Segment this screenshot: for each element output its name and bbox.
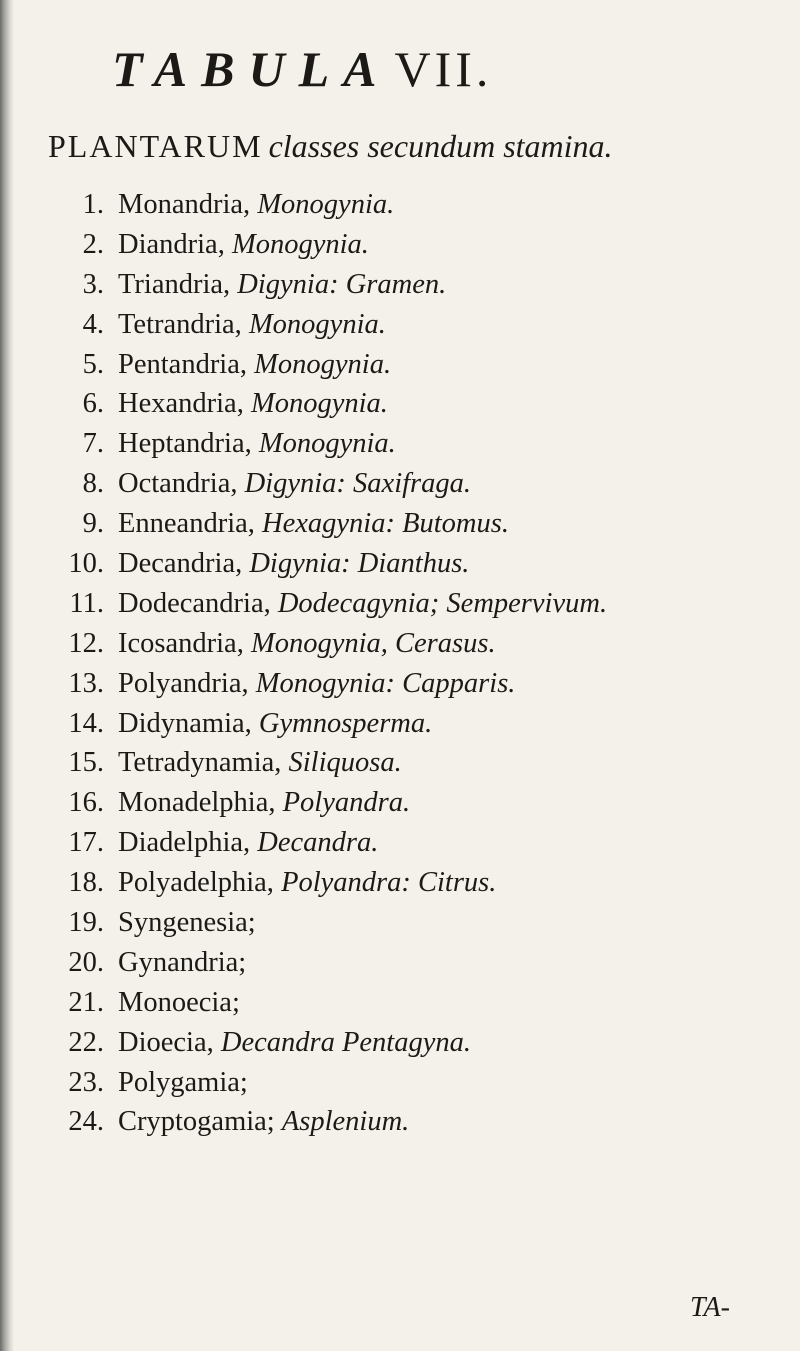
list-item (52, 664, 607, 704)
item-number: 10. (68, 548, 104, 580)
item-number: 11. (69, 587, 104, 619)
list-item (52, 983, 607, 1023)
list-item (52, 743, 607, 783)
list-item (52, 185, 607, 225)
list-item (52, 584, 607, 624)
example-genus: Saxifraga. (353, 468, 471, 500)
class-name: Dioecia, (118, 1026, 214, 1058)
item-number: 22. (68, 1026, 104, 1058)
class-name: Syngenesia; (118, 907, 256, 939)
class-name: Heptandria, (118, 428, 252, 460)
item-number: 2. (82, 228, 104, 260)
class-name: Gynandria; (118, 946, 247, 978)
order-name: Digynia: (237, 268, 339, 300)
list-item (52, 863, 607, 903)
example-genus: Butomus. (402, 508, 509, 540)
list-item (52, 1063, 607, 1103)
example-genus: Capparis. (402, 667, 516, 699)
class-name: Polygamia; (118, 1066, 248, 1098)
class-name: Enneandria, (118, 508, 255, 540)
example-genus: Cerasus. (395, 627, 496, 659)
order-name: Monogynia, (250, 627, 388, 659)
item-number: 3. (82, 268, 104, 300)
list-item (52, 1023, 607, 1063)
subtitle-italic: classes secundum stamina. (268, 128, 613, 164)
class-name: Decandria, (118, 548, 243, 580)
item-number: 23. (68, 1066, 104, 1098)
list-item (52, 384, 607, 424)
item-number: 6. (82, 388, 104, 420)
class-name: Cryptogamia; (118, 1106, 275, 1138)
list-item (52, 823, 607, 863)
title-word: TABULA (112, 41, 391, 97)
item-number: 24. (68, 1106, 104, 1138)
example-genus: Citrus. (418, 867, 497, 899)
order-name: Gymnosperma. (258, 707, 433, 739)
class-name: Diandria, (118, 228, 225, 260)
item-number: 18. (68, 867, 104, 899)
item-number: 12. (68, 627, 104, 659)
catchword: TA- (690, 1292, 730, 1323)
item-number: 5. (82, 348, 104, 380)
class-name: Tetrandria, (118, 308, 242, 340)
list-item (52, 225, 607, 265)
order-name: Dodecagynia; (277, 587, 440, 619)
order-name: Asplenium. (281, 1106, 410, 1138)
list-item (52, 265, 607, 305)
order-name: Hexagynia: (262, 508, 395, 540)
class-name: Triandria, (118, 268, 231, 300)
item-number: 8. (82, 468, 104, 500)
class-name: Polyandria, (118, 667, 249, 699)
class-name: Pentandria, (118, 348, 248, 380)
class-name: Hexandria, (118, 388, 244, 420)
item-number: 16. (68, 787, 104, 819)
order-name: Digynia: (244, 468, 346, 500)
item-number: 14. (68, 707, 104, 739)
example-genus: Dianthus. (357, 548, 470, 580)
list-item (52, 1102, 607, 1142)
order-name: Monogynia. (231, 228, 369, 260)
example-genus: Gramen. (345, 268, 447, 300)
class-name: Monoecia; (118, 986, 240, 1018)
list-item (52, 424, 607, 464)
order-name: Monogynia: (255, 667, 396, 699)
class-name: Monandria, (118, 189, 251, 220)
subtitle (48, 128, 613, 165)
list-item (52, 903, 607, 943)
item-number: 9. (82, 508, 104, 540)
subtitle-caps: PLANTARUM (48, 128, 263, 164)
list-item (52, 345, 607, 385)
class-name: Icosandria, (118, 627, 244, 659)
list-item (52, 783, 607, 823)
order-name: Monogynia. (257, 189, 395, 220)
item-number: 21. (68, 986, 104, 1018)
class-name: Diadelphia, (118, 827, 251, 859)
order-name: Monogynia. (258, 428, 396, 460)
class-name: Dodecandria, (118, 587, 271, 619)
page-binding-edge (0, 0, 14, 1351)
class-name: Didynamia, (118, 707, 252, 739)
list-item (52, 943, 607, 983)
list-item (52, 504, 607, 544)
order-name: Decandra (220, 1026, 335, 1058)
title-number: VII. (394, 41, 493, 97)
item-number: 19. (68, 907, 104, 939)
class-name: Monadelphia, (118, 787, 276, 819)
item-number: 13. (68, 667, 104, 699)
class-name: Tetradynamia, (118, 747, 282, 779)
list-item (52, 305, 607, 345)
class-name: Octandria, (118, 468, 238, 500)
order-name: Monogynia. (248, 308, 386, 340)
page-title (112, 40, 492, 98)
item-number: 20. (68, 946, 104, 978)
order-name: Siliquosa. (288, 747, 402, 779)
order-name: Polyandra: (281, 867, 411, 899)
item-number: 4. (82, 308, 104, 340)
order-name: Monogynia. (250, 388, 388, 420)
list-item (52, 544, 607, 584)
list-item (52, 464, 607, 504)
order-name: Decandra. (257, 827, 379, 859)
item-number: 1. (82, 189, 104, 220)
item-number: 17. (68, 827, 104, 859)
item-number: 7. (82, 428, 104, 460)
class-list (52, 185, 607, 1142)
item-number: 15. (68, 747, 104, 779)
example-genus: Sempervivum. (446, 587, 608, 619)
class-name: Polyadelphia, (118, 867, 274, 899)
order-name: Digynia: (249, 548, 351, 580)
order-name: Polyandra. (282, 787, 411, 819)
example-genus: Pentagyna. (341, 1026, 471, 1058)
list-item (52, 704, 607, 744)
order-name: Monogynia. (254, 348, 392, 380)
list-item (52, 624, 607, 664)
